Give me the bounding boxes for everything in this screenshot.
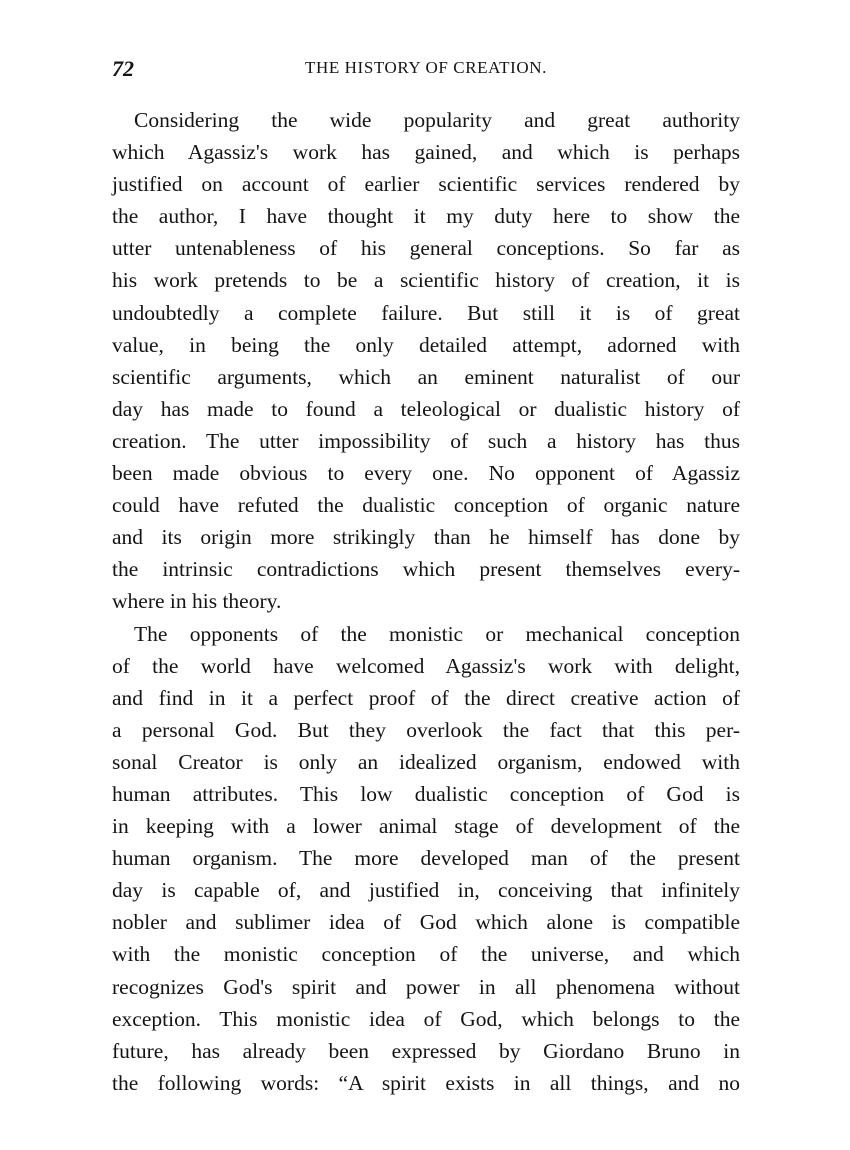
text-line: recognizes God's spirit and power in all phenomena without	[112, 974, 740, 999]
text-line: his work pretends to be a scientific history of creation, it is	[112, 268, 740, 293]
text-line: human organism. The more developed man of the present	[112, 846, 740, 871]
text-line: which Agassiz's work has gained, and which is perhaps	[112, 140, 740, 165]
text-line: human attributes. This low dualistic conception of God is	[112, 781, 740, 806]
text-line: justified on account of earlier scientific services rendered by	[112, 172, 740, 197]
text-line: where in his theory.	[112, 589, 282, 614]
text-line: sonal Creator is only an idealized organism, endowed with	[112, 749, 740, 774]
text-line: day has made to found a teleological or dualistic history of	[112, 396, 740, 421]
text-line: creation. The utter impossibility of such a history has thus	[112, 428, 740, 453]
text-line: the intrinsic contradictions which present themselves every-	[112, 557, 740, 582]
text-line: future, has already been expressed by Giordano Bruno in	[112, 1038, 740, 1063]
text-line: of the world have welcomed Agassiz's work with delight,	[112, 653, 740, 678]
body-text	[112, 104, 740, 1099]
text-line: utter untenableness of his general conceptions. So far as	[112, 236, 740, 261]
text-line: undoubtedly a complete failure. But still it is of great	[112, 300, 740, 325]
text-line: with the monistic conception of the universe, and which	[112, 942, 740, 967]
text-line: Considering the wide popularity and great authority	[134, 108, 740, 132]
text-line: and find in it a perfect proof of the direct creative action of	[112, 685, 740, 710]
text-line: The opponents of the monistic or mechanical conception	[134, 621, 740, 646]
text-line: in keeping with a lower animal stage of development of the	[112, 814, 740, 839]
text-line: could have refuted the dualistic conception of organic nature	[112, 493, 740, 518]
text-line: and its origin more strikingly than he himself has done by	[112, 525, 740, 550]
running-title: THE HISTORY OF CREATION.	[304, 58, 548, 77]
running-head	[112, 56, 740, 88]
text-line: scientific arguments, which an eminent naturalist of our	[112, 364, 740, 389]
text-line: value, in being the only detailed attempt, adorned with	[112, 332, 740, 357]
page-number: 72	[112, 56, 134, 81]
text-line: day is capable of, and justified in, conceiving that infinitely	[112, 878, 740, 903]
paragraph-1	[112, 104, 740, 618]
paragraph-2	[112, 618, 740, 1099]
text-line: nobler and sublimer idea of God which alone is compatible	[112, 910, 740, 935]
text-line: been made obvious to every one. No opponent of Agassiz	[112, 461, 740, 486]
text-line: a personal God. But they overlook the fact that this per-	[112, 717, 740, 742]
text-line: the author, I have thought it my duty here to show the	[112, 204, 740, 229]
text-line: the following words: “A spirit exists in all things, and no	[112, 1070, 740, 1095]
text-line: exception. This monistic idea of God, which belongs to the	[112, 1006, 740, 1031]
